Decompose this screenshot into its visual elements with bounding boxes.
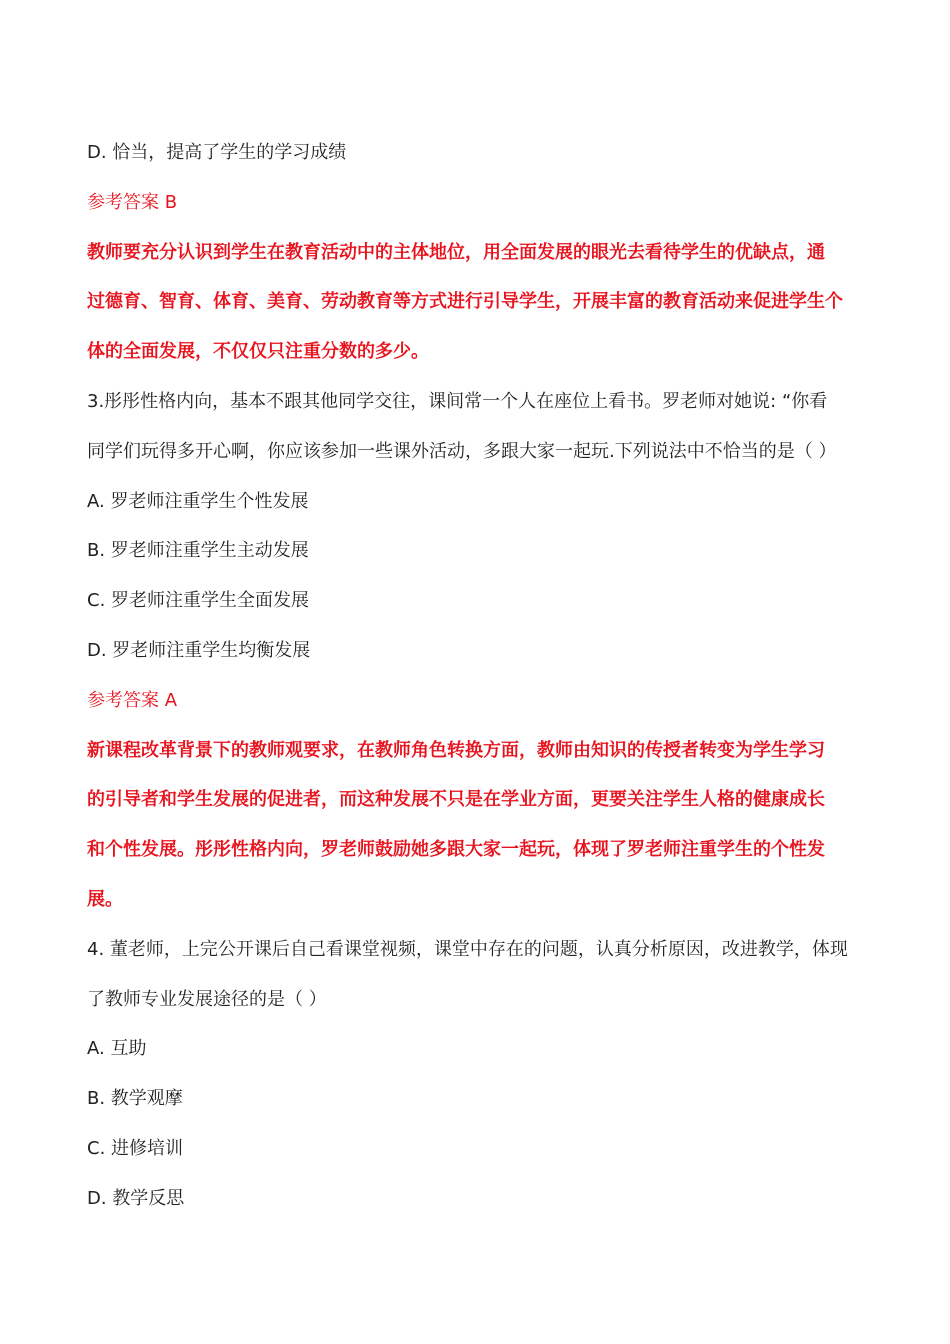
analysis-q3-line-1: 新课程改革背景下的教师观要求，在教师角色转换方面，教师由知识的传授者转变为学生学习 [87, 739, 825, 761]
option-d-q4: D. 教学反思 [87, 1187, 185, 1209]
question-4-line-2: 了教师专业发展途径的是（ ） [87, 988, 327, 1010]
analysis-q3-line-4: 展。 [87, 888, 123, 910]
document-page [87, 128, 867, 1224]
analysis-q2-line-2: 过德育、智育、体育、美育、劳动教育等方式进行引导学生，开展丰富的教育活动来促进学生个 [87, 291, 843, 313]
question-4-line-1: 4. 董老师，上完公开课后自己看课堂视频，课堂中存在的问题，认真分析原因，改进教学，体现 [87, 938, 848, 960]
answer-label-q2: 参考答案 B [87, 191, 178, 213]
answer-label-q3: 参考答案 A [87, 689, 178, 711]
analysis-q2-line-1: 教师要充分认识到学生在教育活动中的主体地位，用全面发展的眼光去看待学生的优缺点，通 [87, 241, 825, 263]
option-b-q4: B. 教学观摩 [87, 1088, 183, 1110]
option-d-q3: D. 罗老师注重学生均衡发展 [87, 639, 311, 661]
option-c-q3: C. 罗老师注重学生全面发展 [87, 590, 310, 612]
option-d-q2: D. 恰当，提高了学生的学习成绩 [87, 142, 347, 163]
question-3-line-1: 3.彤彤性格内向，基本不跟其他同学交往，课间常一个人在座位上看书。罗老师对她说: “你看 [87, 390, 828, 412]
analysis-q3-line-3: 和个性发展。彤彤性格内向，罗老师鼓励她多跟大家一起玩，体现了罗老师注重学生的个性发 [87, 839, 825, 861]
option-a-q4: A. 互助 [87, 1038, 147, 1060]
option-b-q3: B. 罗老师注重学生主动发展 [87, 540, 309, 562]
analysis-q2-line-3: 体的全面发展，不仅仅只注重分数的多少。 [87, 341, 429, 363]
question-3-line-2: 同学们玩得多开心啊，你应该参加一些课外活动，多跟大家一起玩.下列说法中不恰当的是（ ） [87, 440, 837, 462]
option-a-q3: A. 罗老师注重学生个性发展 [87, 490, 309, 512]
analysis-q3-line-2: 的引导者和学生发展的促进者，而这种发展不只是在学业方面，更要关注学生人格的健康成长 [87, 789, 825, 811]
option-c-q4: C. 进修培训 [87, 1137, 184, 1159]
